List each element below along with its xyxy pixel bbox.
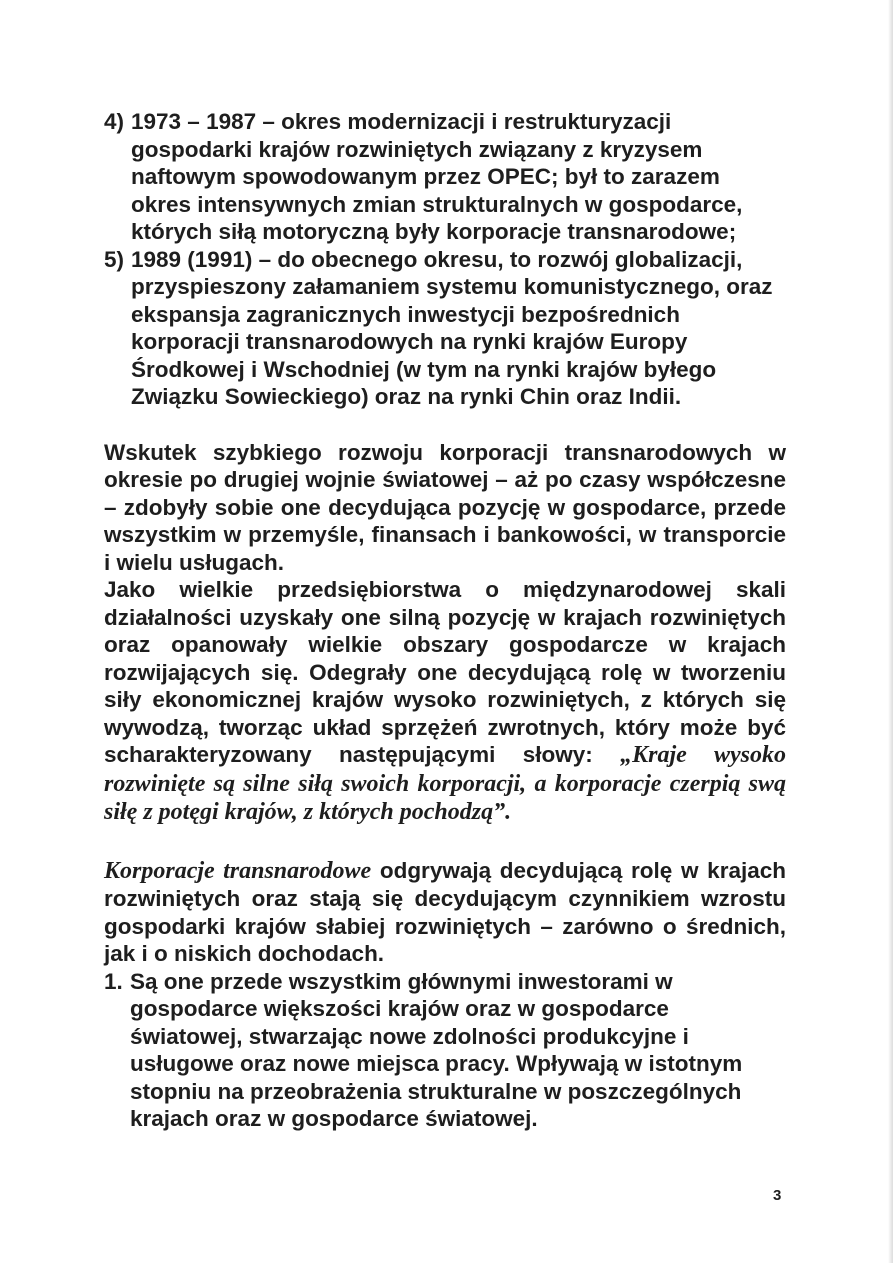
paragraph-3-text: odgrywają decydującą rolę w krajach rozwiniętych oraz stają się decydującym czynnikiem wzrostu gospodarki krajów słabiej rozwiniętych – zarówno o średnich, jak i o niskich dochodach. (104, 857, 786, 966)
paragraph-2-quote: „Kraje wysoko rozwinięte są silne siłą swoich korporacji, a korporacje czerpią swą siłę z potęgi krajów, z których pochodzą”. (104, 742, 786, 825)
paragraph-1: Wskutek szybkiego rozwoju korporacji transnarodowych w okresie po drugiej wojnie światowej – aż po czasy współczesne – zdobyły sobie one decydująca pozycję w gospodarce, przede wszystkim w przemyśle, finansach i bankowości, w transporcie i wielu usługach. (104, 439, 786, 575)
list-item (104, 108, 786, 246)
list-item (104, 246, 786, 411)
list-item-number: 4) (104, 109, 125, 134)
list-item-text: 1973 – 1987 – okres modernizacji i restrukturyzacji gospodarki krajów rozwiniętych związany z kryzysem naftowym spowodowanym przez OPEC; był to zarazem okres intensywnych zmian strukturalnych w gospodarce, których siłą motoryczną były korporacje transnarodowe; (131, 109, 743, 244)
paragraph-2-text: Jako wielkie przedsiębiorstwa o międzynarodowej skali działalności uzyskały one silną pozycję w krajach rozwiniętych oraz opanowały wielkie obszary gospodarcze w krajach rozwijających się. Odegrały one decydującą rolę w tworzeniu siły ekonomicznej krajów wysoko rozwiniętych, z których się wywodzą, tworząc układ sprzężeń zwrotnych, który może być scharakteryzowany następującymi słowy: (104, 577, 786, 767)
paragraph-3-lead: Korporacje transnarodowe (104, 857, 372, 884)
list-item-text: Są one przede wszystkim głównymi inwestorami w gospodarce większości krajów oraz w gospodarce światowej, stwarzając nowe zdolności produkcyjne i usługowe oraz nowe miejsca pracy. Wpływają w istotnym stopniu na przeobrażenia strukturalne w poszczególnych krajach oraz w gospodarce światowej. (130, 968, 743, 1131)
paragraph-2 (104, 576, 786, 827)
page-number: 3 (773, 1187, 782, 1204)
paragraph-3 (104, 857, 786, 968)
list-item (104, 968, 786, 1133)
list-item-text: 1989 (1991) – do obecnego okresu, to rozwój globalizacji, przyspieszony załamaniem systemu komunistycznego, oraz ekspansja zagranicznych inwestycji bezpośrednich korporacji transnarodowych na rynki krajów Europy Środkowej i Wschodniej (w tym na rynki krajów byłego Związku Sowieckiego) oraz na rynki Chin oraz Indii. (131, 246, 773, 409)
list-item-number: 1. (104, 968, 123, 994)
page-body (104, 108, 786, 1133)
page-edge-shadow (888, 0, 893, 1263)
list-item-number: 5) (104, 246, 125, 272)
